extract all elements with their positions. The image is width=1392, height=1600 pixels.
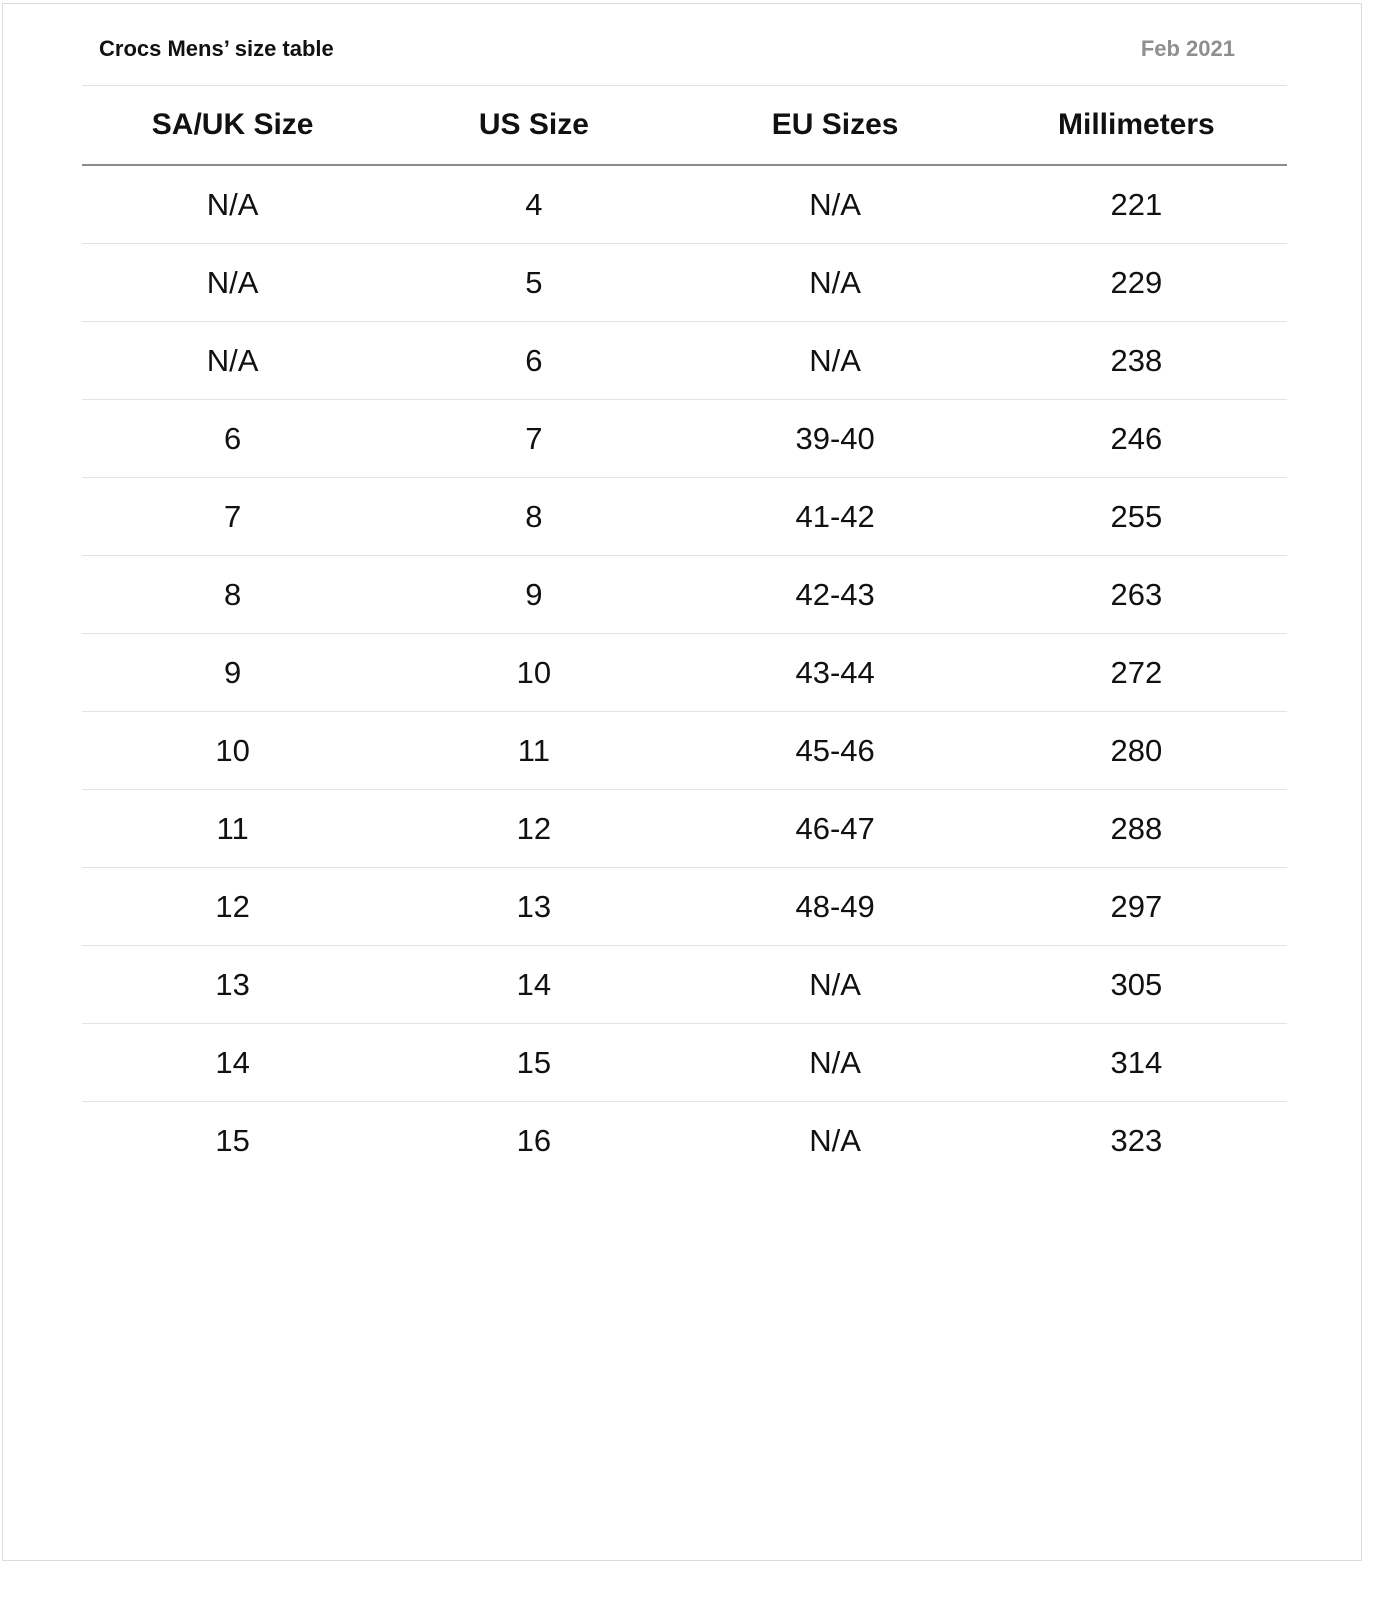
cell-eu: 48-49 [795,888,875,924]
cell-eu: 43-44 [795,654,875,690]
cell-mm: 246 [1110,420,1163,456]
cell-mm: 297 [1110,888,1163,924]
cell-sa-uk: 11 [216,810,249,846]
cell-us: 7 [525,420,543,456]
table-row [82,1024,1287,1102]
cell-eu: 41-42 [795,498,875,534]
column-header-eu: EU Sizes [771,108,899,141]
cell-us: 12 [516,810,552,846]
table-row [82,556,1287,634]
cell-eu: 42-43 [795,576,875,612]
cell-sa-uk: N/A [206,342,259,378]
cell-us: 4 [525,186,543,222]
cell-eu: 45-46 [795,732,875,768]
cell-mm: 221 [1110,186,1163,222]
cell-mm: 314 [1110,1044,1163,1080]
table-row [82,1102,1287,1179]
cell-us: 8 [525,498,543,534]
cell-sa-uk: 10 [215,732,250,768]
cell-eu: N/A [809,1122,861,1158]
cell-mm: 305 [1110,966,1163,1002]
cell-mm: 323 [1110,1122,1163,1158]
size-table [82,85,1287,1179]
cell-eu: 46-47 [795,810,875,846]
table-body [82,166,1287,1179]
cell-eu: N/A [809,264,861,300]
table-row [82,478,1287,556]
cell-mm: 238 [1110,342,1163,378]
table-row [82,868,1287,946]
table-row [82,946,1287,1024]
column-header-us: US Size [478,108,589,141]
cell-mm: 255 [1110,498,1163,534]
cell-sa-uk: 8 [224,576,242,612]
column-header-sa-uk: SA/UK Size [151,108,314,141]
cell-sa-uk: 14 [215,1044,250,1080]
table-row [82,400,1287,478]
table-date: Feb 2021 [1140,36,1235,61]
table-row [82,322,1287,400]
cell-sa-uk: 6 [224,420,242,456]
cell-mm: 263 [1110,576,1163,612]
cell-sa-uk: 12 [215,888,250,924]
cell-us: 10 [516,654,552,690]
cell-eu: N/A [809,966,861,1002]
cell-us: 11 [517,732,550,768]
cell-us: 14 [516,966,552,1002]
cell-eu: N/A [809,186,861,222]
cell-mm: 229 [1110,264,1163,300]
table-title: Crocs Mens’ size table [99,36,334,61]
column-header-mm: Millimeters [1058,108,1215,141]
cell-sa-uk: 7 [224,498,242,534]
cell-sa-uk: 9 [224,654,242,690]
cell-us: 15 [516,1044,552,1080]
cell-eu: 39-40 [795,420,875,456]
cell-mm: 280 [1110,732,1163,768]
cell-mm: 272 [1110,654,1163,690]
cell-us: 6 [525,342,543,378]
cell-sa-uk: 15 [215,1122,250,1158]
cell-us: 5 [525,264,543,300]
table-row [82,244,1287,322]
table-header-row [82,85,1287,166]
table-row [82,634,1287,712]
table-row [82,712,1287,790]
cell-mm: 288 [1110,810,1163,846]
cell-eu: N/A [809,1044,861,1080]
table-row [82,790,1287,868]
cell-us: 13 [516,888,552,924]
cell-us: 9 [525,576,543,612]
cell-us: 16 [516,1122,552,1158]
table-row [82,166,1287,244]
cell-sa-uk: N/A [206,264,259,300]
cell-sa-uk: 13 [215,966,250,1002]
cell-eu: N/A [809,342,861,378]
size-table-card [2,3,1362,1561]
cell-sa-uk: N/A [206,186,259,222]
